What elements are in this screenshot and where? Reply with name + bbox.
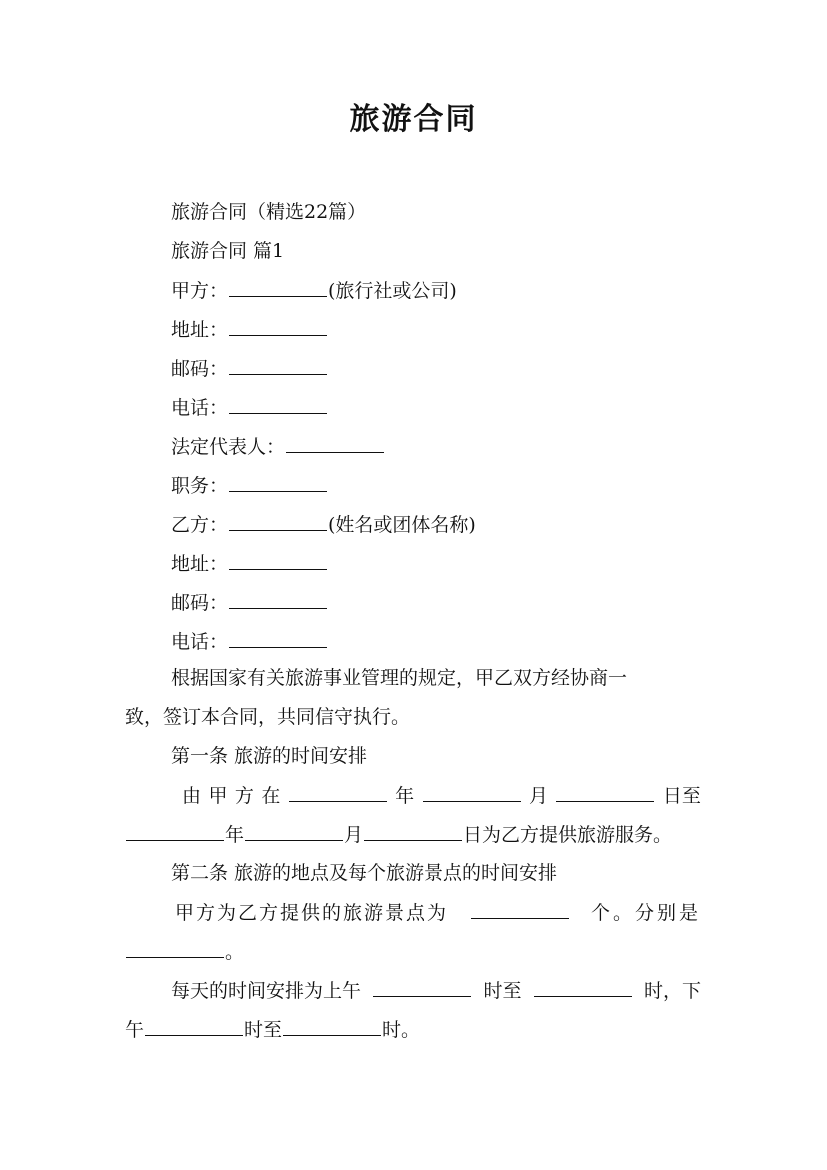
phone-a-line xyxy=(171,393,328,422)
collection-heading: 旅游合同（精选22篇） xyxy=(171,201,367,223)
postcode-b-line xyxy=(171,588,328,617)
art1-day-to-label: 日至 xyxy=(662,785,701,807)
phone-a-label: 电话： xyxy=(171,397,229,419)
position-blank[interactable] xyxy=(229,471,327,492)
party-a-line xyxy=(171,276,457,305)
morning-start-blank[interactable] xyxy=(373,976,471,997)
legal-rep-blank[interactable] xyxy=(286,432,384,453)
art1-word-c: 方 xyxy=(234,785,254,807)
party-b-note: (姓名或团体名称) xyxy=(328,514,476,536)
phone-a-blank[interactable] xyxy=(229,393,327,414)
start-day-blank[interactable] xyxy=(556,781,654,802)
art1-month2-label: 月 xyxy=(344,824,364,846)
spot-list-blank[interactable] xyxy=(126,937,224,958)
article-1-line-2 xyxy=(125,820,672,849)
phone-b-blank[interactable] xyxy=(229,627,327,648)
art1-year-label: 年 xyxy=(395,785,415,807)
schedule-text-d: 午 xyxy=(125,1019,145,1041)
art1-word-d: 在 xyxy=(261,785,281,807)
postcode-b-blank[interactable] xyxy=(229,588,327,609)
article-1-title: 第一条 旅游的时间安排 xyxy=(171,745,368,767)
end-month-blank[interactable] xyxy=(245,820,343,841)
article-1-line-1 xyxy=(182,781,701,810)
art2-text-b: 个。分别是 xyxy=(590,902,701,924)
position-line xyxy=(171,471,328,500)
start-month-blank[interactable] xyxy=(423,781,521,802)
party-b-blank[interactable] xyxy=(229,510,327,531)
phone-b-line xyxy=(171,627,328,656)
schedule-text-a: 每天的时间安排为上午 xyxy=(171,980,362,1002)
party-a-note: (旅行社或公司) xyxy=(328,280,457,302)
address-a-blank[interactable] xyxy=(229,315,327,336)
schedule-text-c: 时，下 xyxy=(643,980,701,1002)
art1-word-b: 甲 xyxy=(208,785,228,807)
start-year-blank[interactable] xyxy=(289,781,387,802)
legal-rep-line xyxy=(171,432,385,461)
schedule-line-1 xyxy=(171,976,701,1005)
party-b-label: 乙方： xyxy=(171,514,229,536)
document-title: 旅游合同 xyxy=(349,102,478,137)
morning-end-blank[interactable] xyxy=(534,976,632,997)
end-day-blank[interactable] xyxy=(364,820,462,841)
party-b-line xyxy=(171,510,476,539)
postcode-b-label: 邮码： xyxy=(171,592,229,614)
legal-rep-label: 法定代表人： xyxy=(171,436,286,458)
art1-month-label: 月 xyxy=(529,785,549,807)
article-2-title: 第二条 旅游的地点及每个旅游景点的时间安排 xyxy=(171,862,558,884)
address-a-label: 地址： xyxy=(171,319,229,341)
art1-word-a: 由 xyxy=(182,785,202,807)
schedule-text-f: 时。 xyxy=(382,1019,421,1041)
address-a-line xyxy=(171,315,328,344)
schedule-line-2 xyxy=(125,1015,420,1044)
party-a-blank[interactable] xyxy=(229,276,327,297)
afternoon-start-blank[interactable] xyxy=(145,1015,243,1036)
position-label: 职务： xyxy=(171,475,229,497)
address-b-label: 地址： xyxy=(171,553,229,575)
art1-end-text: 日为乙方提供旅游服务。 xyxy=(463,824,673,846)
article-2-line-1 xyxy=(175,898,701,927)
spot-count-blank[interactable] xyxy=(471,898,569,919)
schedule-text-e: 时至 xyxy=(244,1019,283,1041)
intro-paragraph-line-2: 致，签订本合同，共同信守执行。 xyxy=(125,706,411,728)
art2-text-a: 甲方为乙方提供的旅游景点为 xyxy=(175,902,449,924)
address-b-blank[interactable] xyxy=(229,549,327,570)
piece-heading: 旅游合同 篇1 xyxy=(171,240,285,262)
postcode-a-label: 邮码： xyxy=(171,358,229,380)
postcode-a-blank[interactable] xyxy=(229,354,327,375)
schedule-text-b: 时至 xyxy=(483,980,522,1002)
art2-end-text: 。 xyxy=(225,941,245,963)
art1-year2-label: 年 xyxy=(225,824,245,846)
end-year-blank[interactable] xyxy=(126,820,224,841)
phone-b-label: 电话： xyxy=(171,631,229,653)
afternoon-end-blank[interactable] xyxy=(283,1015,381,1036)
intro-paragraph-line-1: 根据国家有关旅游事业管理的规定，甲乙双方经协商一 xyxy=(171,667,628,689)
address-b-line xyxy=(171,549,328,578)
party-a-label: 甲方： xyxy=(171,280,229,302)
article-2-line-2 xyxy=(125,937,244,966)
postcode-a-line xyxy=(171,354,328,383)
